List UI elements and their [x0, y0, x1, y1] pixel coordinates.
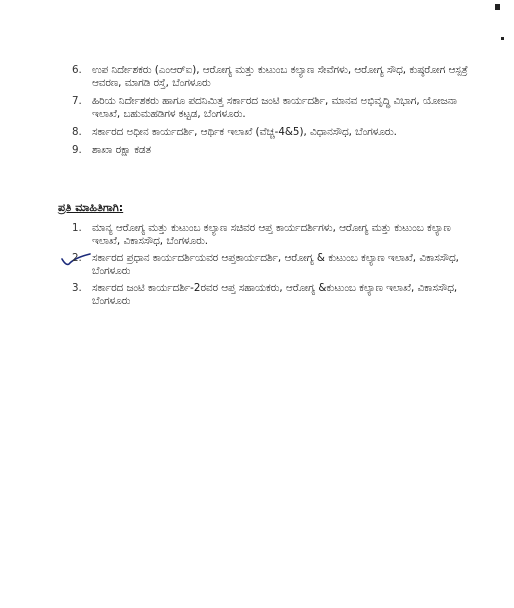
- margin-mark: [501, 37, 504, 40]
- item-text: ಶಾಖಾ ರಕ್ಷಾ ಕಡತ: [92, 144, 151, 156]
- copy-list: [72, 222, 472, 312]
- copy-for-info-heading: ಪ್ರತಿ ಮಾಹಿತಿಗಾಗಿ:: [58, 201, 124, 214]
- copy-item: [72, 252, 472, 278]
- item-number: 8.: [72, 126, 82, 138]
- item-number: 9.: [72, 144, 82, 156]
- item-number: 3.: [72, 282, 82, 294]
- recipient-list: [72, 64, 472, 162]
- copy-item: [72, 282, 472, 308]
- copy-item: [72, 222, 472, 248]
- item-text: ಮಾನ್ಯ ಆರೋಗ್ಯ ಮತ್ತು ಕುಟುಂಬ ಕಲ್ಯಾಣ ಸಚಿವರ ಆಪ್ತ ಕಾರ್ಯದರ್ಶಿಗಳು, ಆರೋಗ್ಯ ಮತ್ತು ಕುಟುಂಬ ಕಲ್ಯಾಣ ಇಲಾಖೆ, ವಿಕಾಸಸೌಧ, ಬೆಂಗಳೂರು.: [92, 222, 451, 247]
- recipient-item: [72, 64, 472, 90]
- recipient-item: [72, 144, 472, 157]
- item-text: ಹಿರಿಯ ನಿರ್ದೇಶಕರು ಹಾಗೂ ಪದನಿಮಿತ್ತ ಸರ್ಕಾರದ ಜಂಟಿ ಕಾರ್ಯದರ್ಶಿ, ಮಾನವ ಅಭಿವೃದ್ಧಿ ವಿಭಾಗ, ಯೋಜನಾ ಇಲಾಖೆ, ಬಹುಮಹಡಿಗಳ ಕಟ್ಟಡ, ಬೆಂಗಳೂರು.: [92, 95, 457, 120]
- item-text: ಸರ್ಕಾರದ ಅಧೀನ ಕಾರ್ಯದರ್ಶಿ, ಆರ್ಥಿಕ ಇಲಾಖೆ (ವೆಚ್ಚ-4&5), ವಿಧಾನಸೌಧ, ಬೆಂಗಳೂರು.: [92, 126, 397, 138]
- item-number: 7.: [72, 95, 82, 107]
- recipient-item: [72, 126, 472, 139]
- item-text: ಉಪ ನಿರ್ದೇಶಕರು (ಎಂಆರ್‌ಐ), ಆರೋಗ್ಯ ಮತ್ತು ಕುಟುಂಬ ಕಲ್ಯಾಣ ಸೇವೆಗಳು, ಆರೋಗ್ಯ ಸೌಧ, ಕುಷ್ಠರೋಗ ಆಸ್ಪತ್ರೆ ಆವರಣ, ಮಾಗಡಿ ರಸ್ತೆ, ಬೆಂಗಳೂರು: [92, 64, 468, 89]
- item-text: ಸರ್ಕಾರದ ಪ್ರಧಾನ ಕಾರ್ಯದರ್ಶಿಯವರ ಆಪ್ತಕಾರ್ಯದರ್ಶಿ, ಆರೋಗ್ಯ & ಕುಟುಂಬ ಕಲ್ಯಾಣ ಇಲಾಖೆ, ವಿಕಾಸಸೌಧ, ಬೆಂಗಳೂರು: [92, 252, 459, 277]
- item-number: 1.: [72, 222, 82, 234]
- corner-mark: [495, 4, 500, 10]
- item-number: 6.: [72, 64, 82, 76]
- item-number: 2.: [72, 252, 82, 264]
- item-text: ಸರ್ಕಾರದ ಜಂಟಿ ಕಾರ್ಯದರ್ಶಿ-2ರವರ ಆಪ್ತ ಸಹಾಯಕರು, ಆರೋಗ್ಯ &ಕುಟುಂಬ ಕಲ್ಯಾಣ ಇಲಾಖೆ, ವಿಕಾಸಸೌಧ, ಬೆಂಗಳೂರು: [92, 282, 458, 307]
- recipient-item: [72, 95, 472, 121]
